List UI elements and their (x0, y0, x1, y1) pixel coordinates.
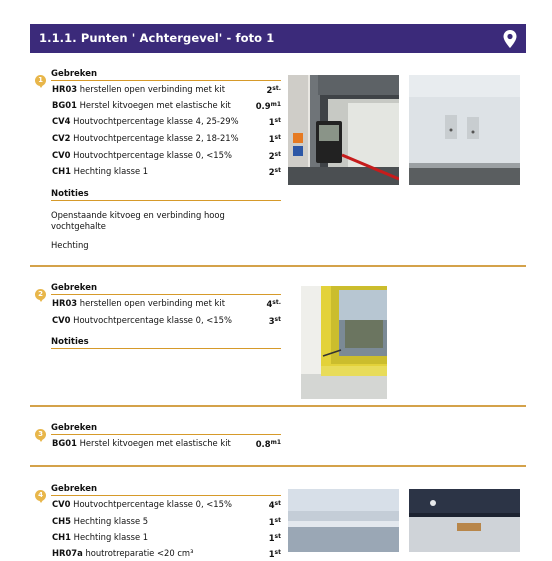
section-divider (30, 265, 526, 267)
defect-text: herstellen open verbinding met kit (79, 298, 225, 308)
point-number-badge: 3 (35, 429, 46, 440)
defect-row (52, 514, 281, 528)
defects-title: Gebreken (51, 423, 281, 435)
defect-row (52, 546, 281, 560)
section-divider (30, 405, 526, 407)
defect-row (52, 530, 281, 544)
defect-text: Herstel kitvoegen met elastische kit (79, 438, 231, 448)
defect-qty: 1st (268, 517, 281, 527)
location-pin-icon[interactable] (503, 30, 517, 48)
defect-qty: 1st (268, 549, 281, 559)
defect-text: Hechting klasse 5 (73, 516, 149, 526)
defect-text: Herstel kitvoegen met elastische kit (79, 100, 231, 110)
point-number-badge: 1 (35, 75, 46, 86)
point-number-badge: 4 (35, 490, 46, 501)
defect-code: CV4 (52, 116, 71, 126)
defect-row (52, 98, 281, 112)
defect-row (52, 313, 281, 327)
defects-title: Gebreken (51, 283, 281, 295)
defect-text: Hechting klasse 1 (73, 166, 149, 176)
defect-row (52, 114, 281, 128)
defect-text: Houtvochtpercentage klasse 0, <15% (73, 315, 232, 325)
notes-title: Notities (51, 189, 281, 201)
defect-qty: 2st (268, 167, 281, 177)
defect-row (52, 131, 281, 145)
defect-code: BG01 (52, 100, 77, 110)
defect-text: Houtvochtpercentage klasse 4, 25-29% (73, 116, 239, 126)
inspection-photo[interactable] (288, 489, 399, 552)
defect-row (52, 436, 281, 450)
defect-code: BG01 (52, 438, 77, 448)
defect-code: CH5 (52, 516, 71, 526)
defect-qty: $0.9^{m1}$ (255, 101, 281, 111)
defect-code: HR07a (52, 548, 83, 558)
defects-title: Gebreken (51, 484, 281, 496)
defect-code: CH1 (52, 532, 71, 542)
section-divider (30, 465, 526, 467)
point-number-badge: 2 (35, 289, 46, 300)
defect-qty: 1st (268, 117, 281, 127)
defect-qty: 1st (268, 134, 281, 144)
note-text: Openstaande kitvoeg en verbinding hoog vochtgehalte (51, 210, 225, 231)
section-header (30, 24, 526, 53)
defect-text: Hechting klasse 1 (73, 532, 149, 542)
defect-text: houtrotreparatie <20 cm³ (85, 548, 194, 558)
defect-qty: $0.8^{m1}$ (255, 439, 281, 449)
defect-qty: $2^{st.}$ (266, 85, 281, 95)
defect-code: CV0 (52, 315, 71, 325)
defect-row (52, 164, 281, 178)
defect-text: Houtvochtpercentage klasse 0, <15% (73, 150, 232, 160)
defect-qty: 4st (268, 500, 281, 510)
defect-qty: 2st (268, 151, 281, 161)
defect-qty: $4^{st.}$ (266, 299, 281, 309)
inspection-photo[interactable] (301, 286, 387, 399)
note-text: Hechting (51, 240, 89, 250)
defect-code: CV0 (52, 150, 71, 160)
notes-title: Notities (51, 337, 281, 349)
defect-code: HR03 (52, 298, 78, 308)
defect-qty: 3st (268, 316, 281, 326)
defect-code: CH1 (52, 166, 71, 176)
defect-code: HR03 (52, 84, 78, 94)
section-title: 1.1.1. Punten ' Achtergevel' - foto 1 (39, 31, 275, 45)
defect-text: Houtvochtpercentage klasse 2, 18-21% (73, 133, 239, 143)
inspection-photo[interactable] (288, 75, 399, 185)
inspection-photo[interactable] (409, 489, 520, 552)
defect-code: CV2 (52, 133, 71, 143)
defect-text: herstellen open verbinding met kit (79, 84, 225, 94)
defect-qty: 1st (268, 533, 281, 543)
defect-code: CV0 (52, 499, 71, 509)
defect-row (52, 497, 281, 511)
defect-row (52, 296, 281, 310)
defect-text: Houtvochtpercentage klasse 0, <15% (73, 499, 232, 509)
defect-row (52, 82, 281, 96)
defect-row (52, 148, 281, 162)
defects-title: Gebreken (51, 69, 281, 81)
inspection-photo[interactable] (409, 75, 520, 185)
